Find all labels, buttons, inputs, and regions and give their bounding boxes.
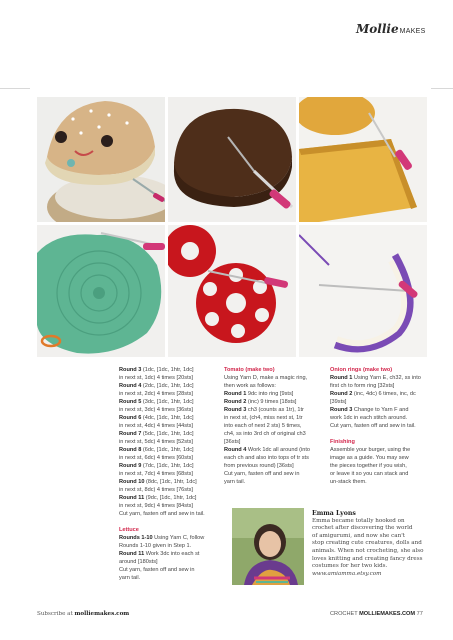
- instruction-text: then work as follows:: [224, 383, 276, 389]
- instruction-line: [119, 558, 224, 566]
- round-label: Round 11: [119, 495, 145, 501]
- round-label: Round 8: [119, 447, 142, 453]
- instruction-text: in next st, 7dc) 4 times [68sts]: [119, 471, 193, 477]
- instruction-text: in next st, 5dc) 4 times [52sts]: [119, 439, 193, 445]
- round-label: Round 9: [119, 463, 142, 469]
- instruction-text: or leave it so you can stack and: [330, 471, 409, 477]
- instruction-text: the pieces together if you wish,: [330, 463, 407, 469]
- instruction-text: Work 1dc all around (into: [246, 447, 311, 453]
- round-label: Round 4: [224, 447, 247, 453]
- instruction-line: [119, 422, 224, 430]
- instruction-line: [119, 446, 224, 454]
- instruction-line: [224, 462, 326, 470]
- instruction-text: (3dc, [1dc, 1htr, 1dc]: [141, 399, 194, 405]
- photo-bun: [37, 97, 165, 222]
- instruction-line: [224, 422, 326, 430]
- round-label: Rounds 1-10: [119, 535, 153, 541]
- instruction-line: [224, 406, 326, 414]
- section-heading: Finishing: [330, 439, 355, 445]
- instruction-line: [330, 422, 430, 430]
- round-label: Round 1: [224, 391, 247, 397]
- instruction-text: ch4, ss into 3rd ch of original ch3: [224, 431, 306, 437]
- instruction-text: image as a guide. You may sew: [330, 455, 409, 461]
- photo-lettuce: [37, 225, 165, 357]
- photo-onion-ring: [299, 225, 427, 357]
- instruction-text: in next st, 1dc) 4 times [20sts]: [119, 375, 193, 381]
- footer-site-name[interactable]: MOLLIEMAKES.COM: [359, 611, 416, 617]
- instruction-line: [119, 550, 224, 558]
- round-label: Round 2: [330, 391, 353, 397]
- instruction-line: [119, 414, 224, 422]
- instruction-line: [224, 382, 326, 390]
- instruction-line: [119, 494, 224, 502]
- instruction-text: yarn tail.: [224, 479, 246, 485]
- instruction-line: [330, 374, 430, 382]
- instruction-line: [119, 398, 224, 406]
- instruction-text: [39sts]: [330, 399, 347, 405]
- instruction-text: Using Yarn C, follow: [152, 535, 205, 541]
- instruction-text: (5dc, [1dc, 1htr, 1dc]: [141, 431, 194, 437]
- instruction-text: (7dc, [1dc, 1htr, 1dc]: [141, 463, 194, 469]
- author-name: Emma Lyons: [312, 510, 356, 517]
- photo-patty: [168, 97, 296, 222]
- author-bio-line: crochet after discovering the world: [312, 525, 413, 532]
- author-bio-line: costumes for her two kids.: [312, 563, 388, 570]
- instruction-text: yarn tail.: [119, 575, 141, 581]
- instruction-text: Cut yarn, fasten off and sew in: [224, 471, 300, 477]
- instruction-text: (4dc, [1dc, 1htr, 1dc]: [141, 415, 194, 421]
- instruction-line: [119, 438, 224, 446]
- spacer: [119, 518, 224, 526]
- instruction-line: [119, 574, 224, 582]
- instruction-text: from previous round) [36sts]: [224, 463, 294, 469]
- instruction-text: around [180sts]: [119, 559, 158, 565]
- round-label: Round 3: [224, 407, 247, 413]
- instruction-line: [330, 398, 430, 406]
- instruction-line: [224, 398, 326, 406]
- page-number: 77: [416, 611, 423, 617]
- footer-site: [330, 611, 423, 617]
- section-heading: Lettuce: [119, 527, 139, 533]
- column-tomato: [224, 366, 326, 486]
- instruction-text: in next st, 4dc) 4 times [44sts]: [119, 423, 193, 429]
- author-bio-line: loves knitting and creating fancy dress: [312, 555, 423, 562]
- round-label: Round 3: [119, 367, 142, 373]
- divider-left: [0, 88, 30, 89]
- instruction-line: [224, 430, 326, 438]
- instruction-line: [119, 430, 224, 438]
- footer-section: CROCHET: [330, 611, 360, 617]
- instruction-line: [330, 454, 430, 462]
- instruction-line: [224, 470, 326, 478]
- instruction-text: work 1dc in each stitch around.: [330, 415, 408, 421]
- footer-subscribe-prefix: Subscribe at: [37, 611, 75, 617]
- instruction-line: [119, 542, 224, 550]
- instruction-text: in next st, 8dc) 4 times [76sts]: [119, 487, 193, 493]
- spacer: [330, 430, 430, 438]
- column-onion: [330, 366, 430, 486]
- instruction-text: 9dc into ring [9sts]: [246, 391, 294, 397]
- instruction-text: in next st, (ch4, miss next st, 1tr: [224, 415, 303, 421]
- instruction-text: (inc) 9 times [18sts]: [246, 399, 297, 405]
- author-photo: [232, 508, 304, 585]
- instruction-line: [330, 406, 430, 414]
- instruction-line: [330, 414, 430, 422]
- instruction-text: first ch to form ring [32sts]: [330, 383, 395, 389]
- instruction-text: Rounds 1-10 given in Step 1.: [119, 543, 192, 549]
- instruction-line: [119, 454, 224, 462]
- instruction-line: [119, 486, 224, 494]
- round-label: Round 7: [119, 431, 142, 437]
- round-label: Round 4: [119, 383, 142, 389]
- instruction-line: [119, 510, 224, 518]
- instruction-text: (inc, 4dc) 6 times, inc, dc: [352, 391, 416, 397]
- author-box: [232, 508, 428, 585]
- author-bio-line: Emma became totally hooked on: [312, 517, 405, 524]
- brand-logo: [356, 22, 426, 36]
- round-label: Round 3: [330, 407, 353, 413]
- instruction-text: un-stack them.: [330, 479, 367, 485]
- instruction-line: [119, 566, 224, 574]
- instruction-line: [119, 470, 224, 478]
- instruction-text: ch3 (counts as 1tr), 1tr: [246, 407, 304, 413]
- author-bio-line: stop creating cute creatures, dolls and: [312, 540, 422, 547]
- instruction-line: [330, 446, 430, 454]
- instruction-line: [119, 478, 224, 486]
- instruction-text: Cut yarn, fasten off and sew in tail.: [330, 423, 416, 429]
- instruction-text: Cut yarn, fasten off and sew in: [119, 567, 195, 573]
- instruction-line: [330, 462, 430, 470]
- instruction-text: Work 3dc into each st: [144, 551, 200, 557]
- instruction-line: [119, 366, 224, 374]
- instruction-line: [224, 414, 326, 422]
- instruction-line: [224, 478, 326, 486]
- instruction-line: [119, 382, 224, 390]
- instruction-text: Change to Yarn F and: [352, 407, 409, 413]
- instruction-text: into each of next 2 sts) 5 times,: [224, 423, 302, 429]
- instruction-text: in next st, 6dc) 4 times [60sts]: [119, 455, 193, 461]
- instruction-line: [330, 470, 430, 478]
- column-rounds: [119, 366, 224, 582]
- instruction-text: (1dc, [1dc, 1htr, 1dc]: [141, 367, 194, 373]
- instruction-line: [330, 478, 430, 486]
- instruction-line: [330, 390, 430, 398]
- footer-subscribe: [37, 611, 129, 617]
- round-label: Round 2: [224, 399, 247, 405]
- instruction-line: [224, 454, 326, 462]
- instruction-text: [36sts]: [224, 439, 241, 445]
- instruction-text: Using Yarn D, make a magic ring,: [224, 375, 308, 381]
- author-bio-line: animals. When not crocheting, she also: [312, 547, 424, 554]
- round-label: Round 10: [119, 479, 145, 485]
- round-label: Round 11: [119, 551, 145, 557]
- instruction-line: [224, 446, 326, 454]
- instruction-text: Cut yarn, fasten off and sew in tail.: [119, 511, 205, 517]
- footer-subscribe-site[interactable]: molliemakes.com: [74, 611, 130, 617]
- instruction-line: [330, 382, 430, 390]
- instruction-text: (2dc, [1dc, 1htr, 1dc]: [141, 383, 194, 389]
- instruction-text: in next st, 2dc) 4 times [28sts]: [119, 391, 193, 397]
- instruction-text: (6dc, [1dc, 1htr, 1dc]: [141, 447, 194, 453]
- round-label: Round 5: [119, 399, 142, 405]
- instruction-text: Using Yarn E, ch32, ss into: [352, 375, 421, 381]
- author-bio-line: of amigurumi, and now she can't: [312, 532, 406, 539]
- author-url[interactable]: www.amiamma.etsy.com: [312, 570, 382, 577]
- instruction-line: [119, 534, 224, 542]
- instruction-line: [224, 374, 326, 382]
- round-label: Round 1: [330, 375, 353, 381]
- round-label: Round 6: [119, 415, 142, 421]
- instruction-line: [224, 438, 326, 446]
- brand-makes: MAKES: [399, 28, 426, 35]
- instruction-text: Assemble your burger, using the: [330, 447, 411, 453]
- instruction-text: (8dc, [1dc, 1htr, 1dc]: [144, 479, 197, 485]
- instruction-text: (9dc, [1dc, 1htr, 1dc]: [144, 495, 197, 501]
- section-heading: Onion rings (make two): [330, 367, 393, 373]
- section-heading: Tomato (make two): [224, 367, 275, 373]
- photo-grid: [37, 97, 427, 357]
- author-bio: [312, 510, 430, 578]
- instruction-text: in next st, 3dc) 4 times [36sts]: [119, 407, 193, 413]
- divider-right: [431, 88, 453, 89]
- instruction-line: [224, 390, 326, 398]
- instruction-line: [119, 462, 224, 470]
- brand-script: Mollie: [356, 22, 399, 36]
- photo-cheese: [299, 97, 427, 222]
- instruction-line: [119, 374, 224, 382]
- instruction-line: [119, 406, 224, 414]
- instruction-line: [119, 390, 224, 398]
- photo-tomato: [168, 225, 296, 357]
- instruction-text: in next st, 9dc) 4 times [84sts]: [119, 503, 193, 509]
- instruction-text: each ch and also into tops of tr sts: [224, 455, 309, 461]
- instruction-line: [119, 502, 224, 510]
